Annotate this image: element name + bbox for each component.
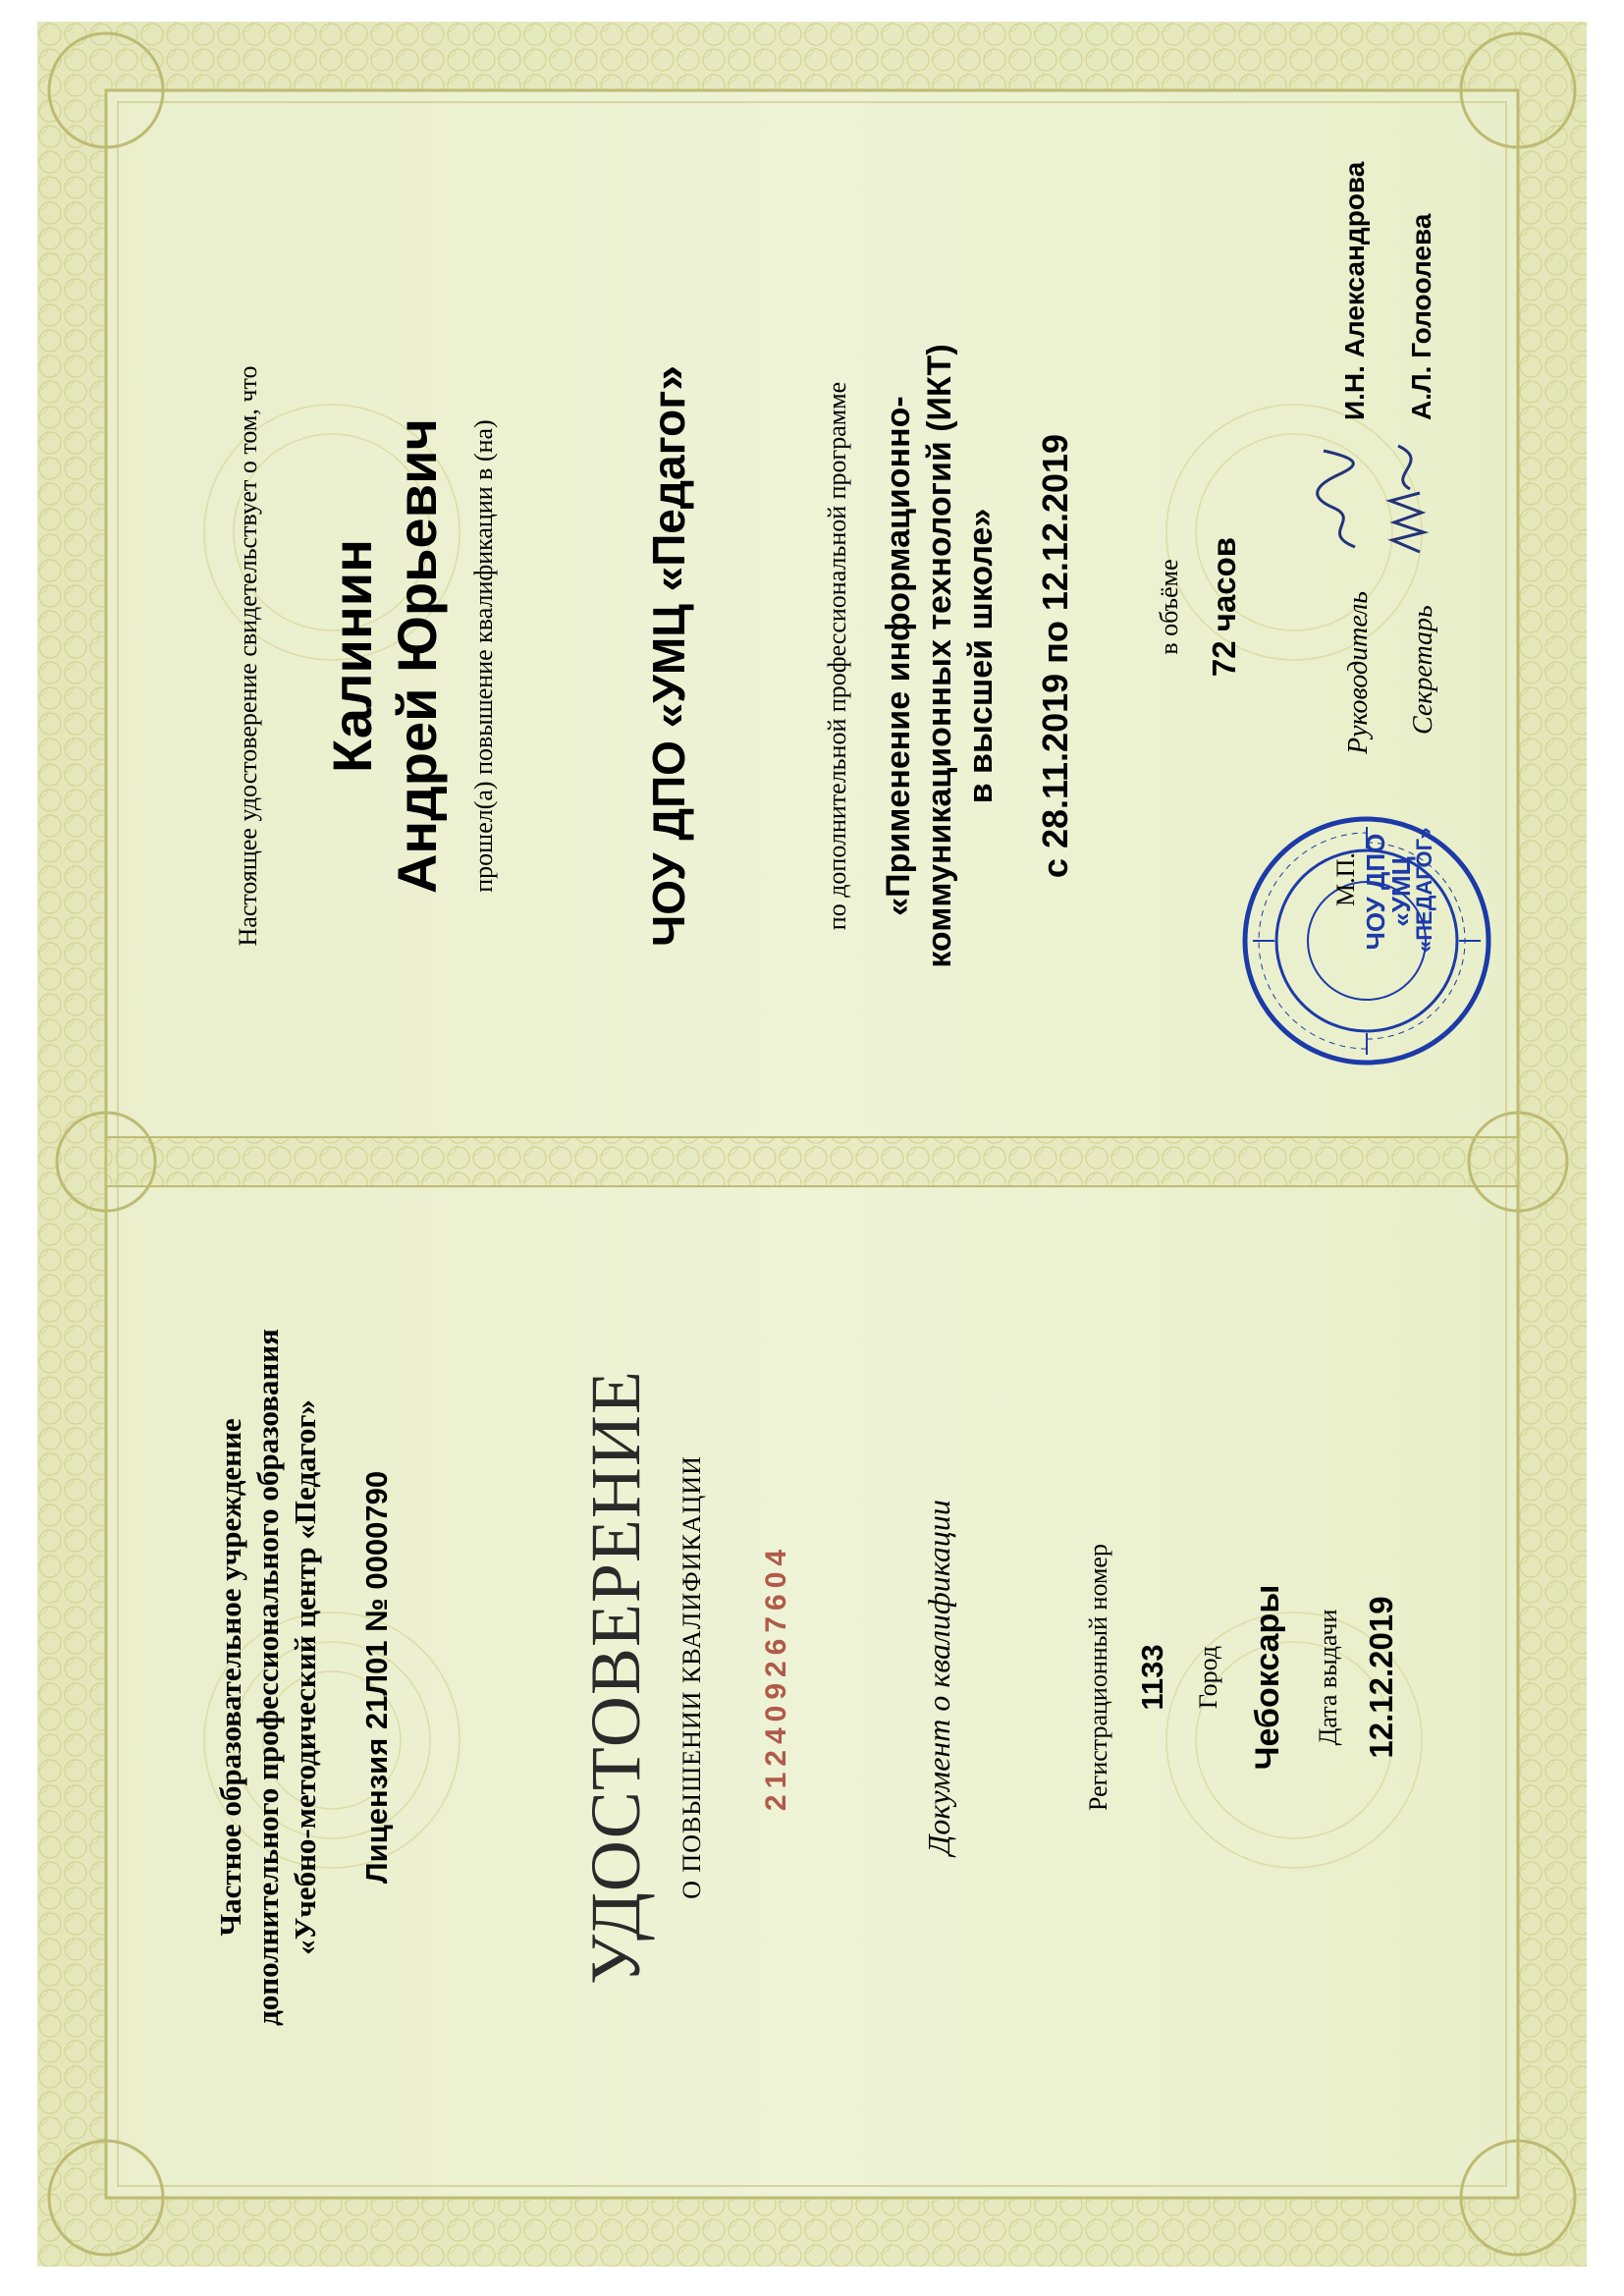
certificate-subtitle: О ПОВЫШЕНИИ КВАЛИФИКАЦИИ (677, 1455, 706, 1899)
director-signature (1310, 445, 1369, 553)
program-title-line-1: «Применение информационно- (880, 396, 917, 916)
passed-text: прошел(а) повышение квалификации в (на) (469, 419, 498, 893)
signatory-role-director: Руководитель (1343, 590, 1374, 754)
training-period: с 28.11.2019 по 12.12.2019 (1035, 433, 1075, 879)
signatory-role-secretary: Секретарь (1408, 605, 1438, 735)
secretary-signature (1380, 440, 1439, 558)
registration-number: 1133 (1135, 1644, 1169, 1711)
city-value: Чебоксары (1249, 1584, 1286, 1771)
secretary-name: А.Л. Голоолева (1406, 213, 1436, 420)
stamp-text-line-2: «УМЦ (1386, 856, 1416, 927)
holder-surname: Калинин (321, 538, 383, 774)
org-line-3: «Учебно-методический центр «Педагог» (288, 1399, 322, 1955)
org-line-1: Частное образовательное учреждение (213, 1418, 247, 1937)
training-hours: 72 часов (1206, 536, 1242, 678)
school-name: ЧОУ ДПО «УМЦ «Педагог» (643, 364, 694, 948)
document-type: Документ о квалификации (921, 1500, 956, 1855)
organization-block (212, 1255, 324, 2100)
stamp-text-line-3: «ПЕДАГОГ» (1412, 827, 1436, 953)
certificate-number: 212409267604 (760, 1543, 792, 1812)
program-title-line-2: коммуникационных технологий (ИКТ) (921, 344, 958, 968)
director-name: И.Н. Александрова (1339, 161, 1370, 420)
program-label: по дополнительной профессиональной программе (823, 381, 851, 931)
volume-label: в объёме (1155, 559, 1183, 655)
program-title-line-3: в высшей школе» (962, 508, 1000, 804)
issue-date-label: Дата выдачи (1314, 1609, 1342, 1746)
seal-mark: М.П. (1331, 852, 1360, 906)
city-label: Город (1194, 1645, 1222, 1710)
certificate-content (37, 22, 1587, 2267)
certificate-sheet (37, 22, 1587, 2267)
intro-text: Настоящее удостоверение свидетельствует о том, что (234, 365, 262, 947)
org-line-2: дополнительного профессионального образования (250, 1329, 285, 2026)
registration-label: Регистрационный номер (1084, 1544, 1112, 1811)
issue-date: 12.12.2019 (1363, 1596, 1399, 1759)
stamp-text-line-1: ЧОУ ДПО (1361, 833, 1390, 951)
certificate-title: УДОСТОВЕРЕНИЕ (576, 1370, 655, 1985)
holder-name: Андрей Юрьевич (386, 417, 448, 895)
license-number: Лицензия 21Л01 № 0000790 (359, 1470, 394, 1885)
